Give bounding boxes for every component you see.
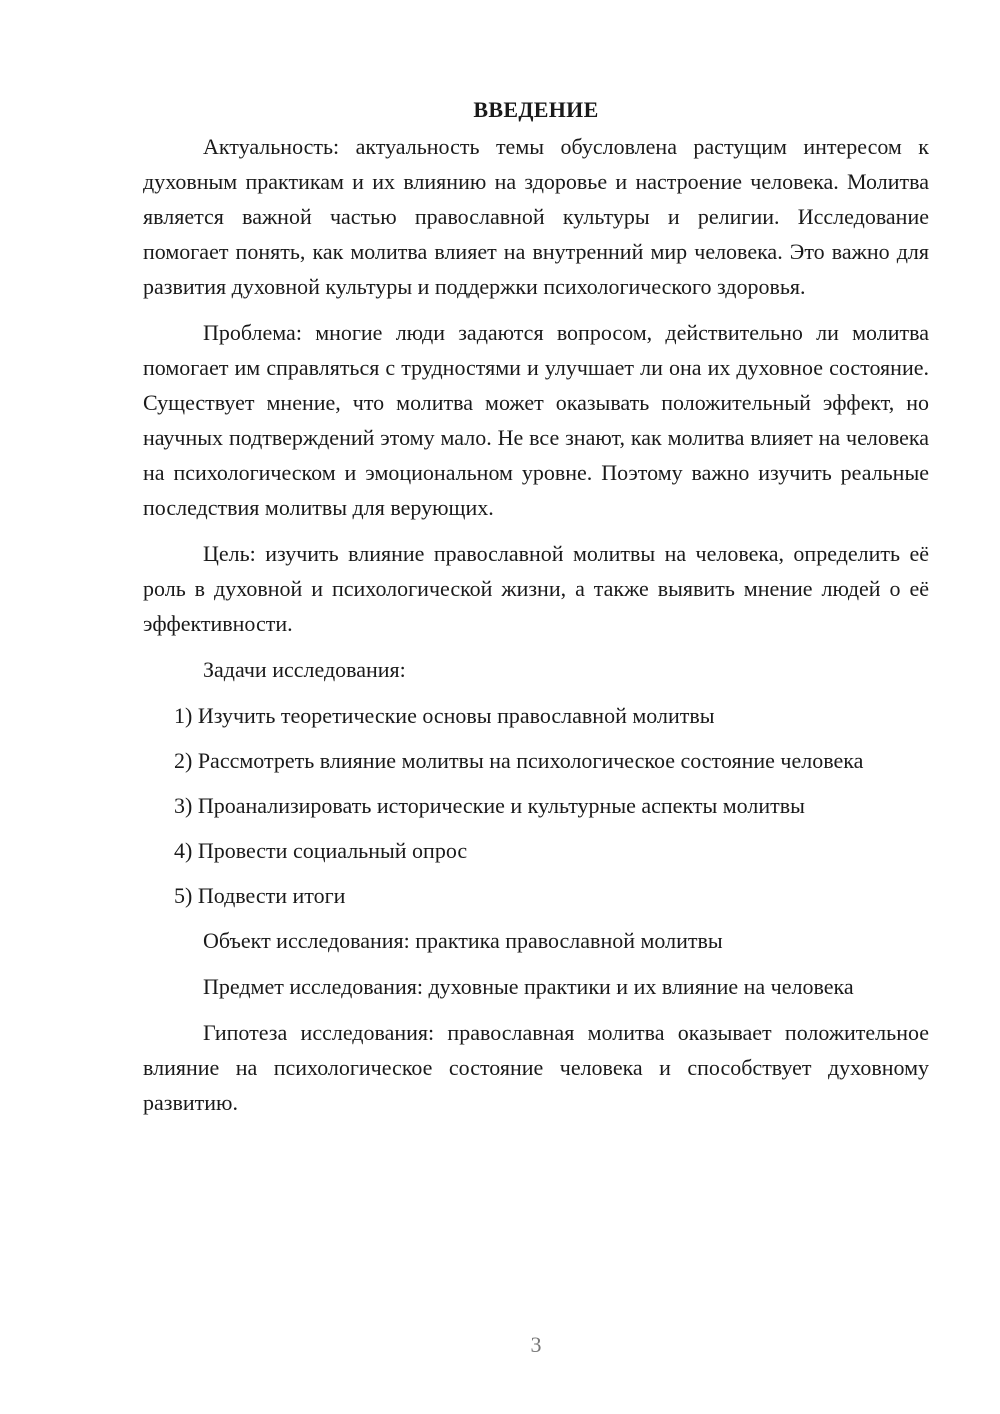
hypothesis-paragraph: Гипотеза исследования: православная молитва оказывает положительное влияние на психологическое состояние человека и способствует духовному развитию. bbox=[143, 1020, 929, 1115]
page-number: 3 bbox=[530, 1332, 542, 1357]
object-paragraph: Объект исследования: практика православной молитвы bbox=[203, 928, 723, 953]
tasks-heading: Задачи исследования: bbox=[203, 657, 406, 682]
task-item: 4) Провести социальный опрос bbox=[174, 838, 468, 863]
problem-paragraph: Проблема: многие люди задаются вопросом, действительно ли молитва помогает им справляться с трудностями и улучшает ли она их духовное состояние. Существует мнение, что молитва может оказывать положительный эффект, но научных подтверждений этому мало. Не все знают, как молитва влияет на человека на психологическом и эмоциональном уровне. Поэтому важно изучить реальные последствия молитвы для верующих. bbox=[143, 320, 929, 520]
task-item: 3) Проанализировать исторические и культурные аспекты молитвы bbox=[174, 793, 805, 818]
page-title: ВВЕДЕНИЕ bbox=[473, 97, 599, 122]
task-item: 5) Подвести итоги bbox=[174, 883, 346, 908]
goal-paragraph: Цель: изучить влияние православной молитвы на человека, определить её роль в духовной и психологической жизни, а также выявить мнение людей о её эффективности. bbox=[143, 541, 929, 636]
task-item: 2) Рассмотреть влияние молитвы на психологическое состояние человека bbox=[174, 748, 864, 773]
subject-paragraph: Предмет исследования: духовные практики и их влияние на человека bbox=[203, 974, 854, 999]
relevance-paragraph: Актуальность: актуальность темы обусловлена растущим интересом к духовным практикам и их влиянию на здоровье и настроение человека. Молитва является важной частью православной культуры и религии. Исследование помогает понять, как молитва влияет на внутренний мир человека. Это важно для развития духовной культуры и поддержки психологического здоровья. bbox=[143, 134, 929, 299]
task-item: 1) Изучить теоретические основы православной молитвы bbox=[174, 703, 715, 728]
document-page bbox=[143, 92, 929, 1131]
